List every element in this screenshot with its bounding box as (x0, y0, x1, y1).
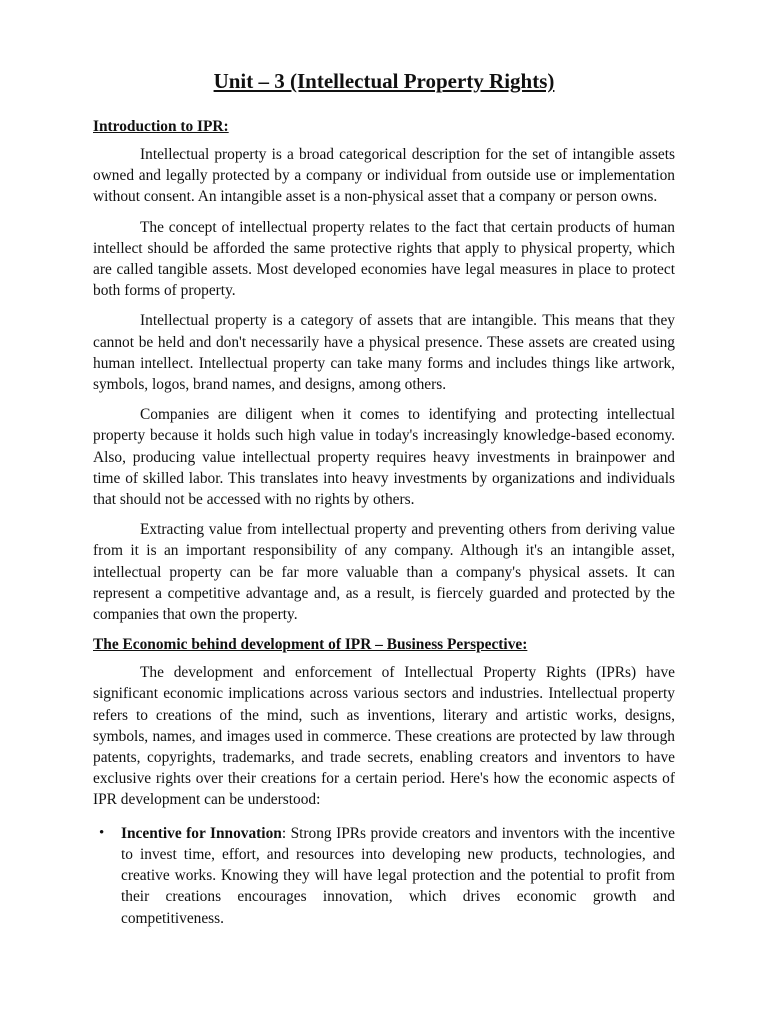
bullet-term: Incentive for Innovation (121, 824, 282, 842)
paragraph-economic-1: The development and enforcement of Intellectual Property Rights (IPRs) have significant economic implications across various sectors and industries. Intellectual property refers to creations of the mind, such as inventions, literary and artistic works, designs, symbols, names, and images used in commerce. These creations are protected by law through patents, copyrights, trademarks, and trade secrets, enabling creators and inventors to have exclusive rights over their creations for a certain period. Here's how the economic aspects of IPR development can be understood: (93, 664, 675, 809)
document-page (93, 66, 675, 929)
paragraph-intro-5: Extracting value from intellectual property and preventing others from deriving value from it is an important responsibility of any company. Although it's an intangible asset, intellectual property can be far more valuable than a company's physical assets. It can represent a competitive advantage and, as a result, is fiercely guarded and protected by the companies that own the property. (93, 521, 675, 624)
paragraph-intro-3: Intellectual property is a category of assets that are intangible. This means that they cannot be held and don't necessarily have a physical presence. These assets are created using human intellect. Intellectual property can take many forms and includes things like artwork, symbols, logos, brand names, and designs, among others. (93, 312, 675, 394)
section-heading-introduction: Introduction to IPR: (93, 118, 229, 135)
bullet-list (93, 823, 675, 929)
bullet-text: : Strong IPRs provide creators and inventors with the incentive to invest time, effort, and resources into developing new products, technologies, and creative works. Knowing they will have legal protection and the potential to profit from their creations encourages innovation, which drives economic growth and competitiveness. (121, 824, 675, 927)
bullet-marker: • (99, 824, 105, 841)
document-title: Unit – 3 (Intellectual Property Rights) (213, 69, 555, 93)
paragraph-intro-1: Intellectual property is a broad categorical description for the set of intangible assets owned and legally protected by a company or individual from outside use or implementation without consent. An intangible asset is a non-physical asset that a company or person owns. (93, 146, 675, 206)
section-heading-economic: The Economic behind development of IPR – Business Perspective: (93, 636, 528, 654)
paragraph-intro-4: Companies are diligent when it comes to identifying and protecting intellectual property because it holds such high value in today's increasingly knowledge-based economy. Also, producing value intellectual property requires heavy investments in brainpower and time of skilled labor. This translates into heavy investments by organizations and individuals that should not be accessed with no rights by others. (93, 406, 675, 509)
paragraph-intro-2: The concept of intellectual property relates to the fact that certain products of human intellect should be afforded the same protective rights that apply to physical property, which are called tangible assets. Most developed economies have legal measures in place to protect both forms of property. (93, 218, 675, 300)
bullet-item-incentive (93, 823, 675, 929)
